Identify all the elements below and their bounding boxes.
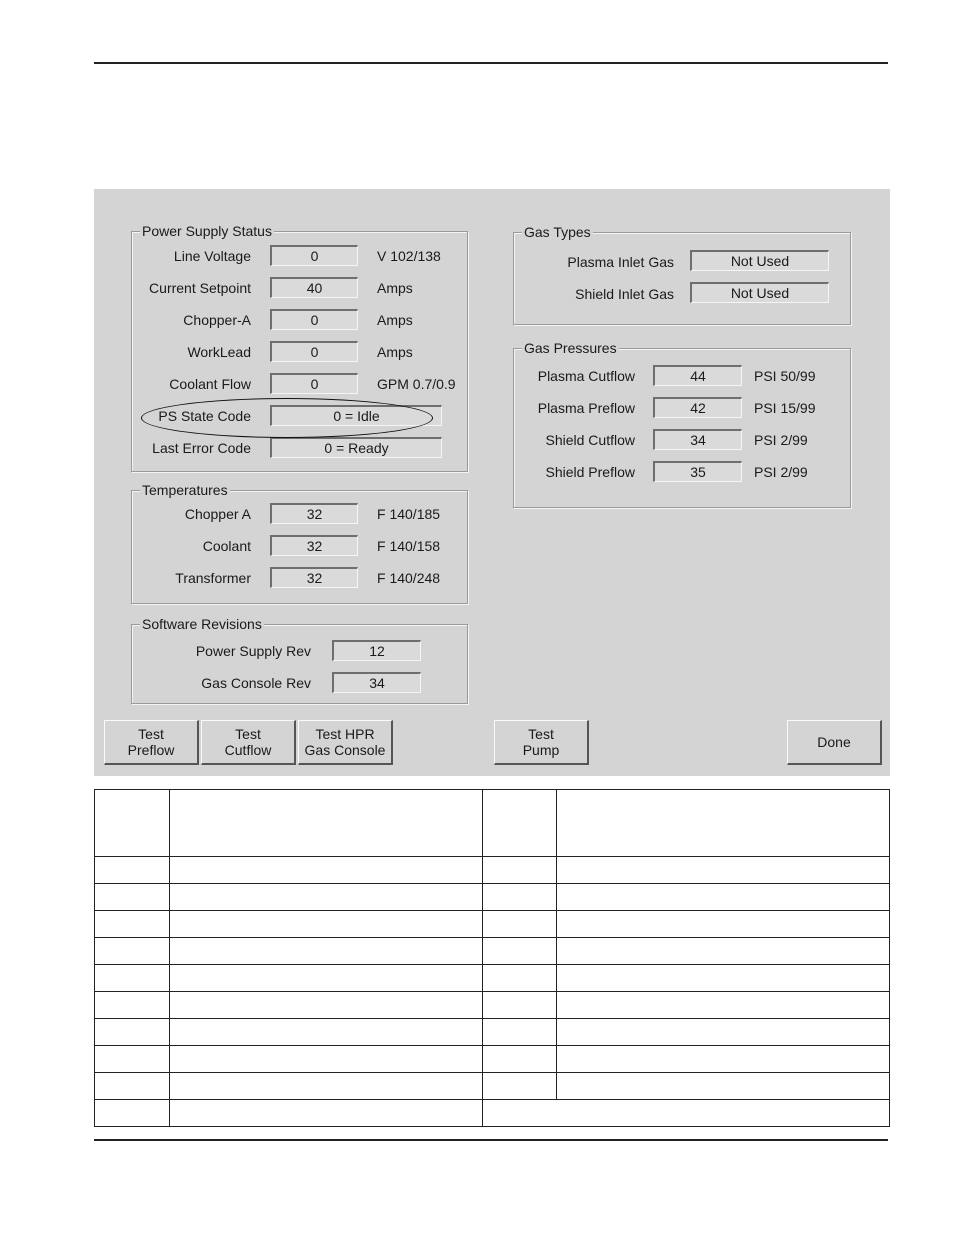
group-title: Software Revisions — [142, 616, 262, 632]
plasma-preflow-label: Plasma Preflow — [537, 400, 635, 416]
table-cell — [482, 938, 557, 965]
plasma-preflow-value: 42 — [653, 397, 742, 418]
temp-coolant-value: 32 — [270, 535, 358, 556]
plasma-cutflow-value: 44 — [653, 365, 742, 386]
table-cell — [557, 965, 890, 992]
shield-preflow-value: 35 — [653, 461, 742, 482]
header-rule — [94, 62, 888, 64]
current-setpoint-label: Current Setpoint — [149, 280, 251, 296]
table-cell — [95, 884, 170, 911]
table-cell — [95, 1073, 170, 1100]
table-row — [95, 1046, 890, 1073]
button-label-line: Test HPR — [315, 726, 375, 742]
table-cell — [95, 790, 170, 857]
table-cell — [95, 938, 170, 965]
chopper-a-value: 0 — [270, 309, 358, 330]
table-cell — [557, 1046, 890, 1073]
plasma-cutflow-label: Plasma Cutflow — [537, 368, 635, 384]
test-hpr-gas-console-button[interactable] — [298, 720, 393, 765]
power-supply-rev-value: 12 — [332, 640, 421, 661]
shield-cutflow-unit: PSI 2/99 — [754, 432, 808, 448]
table-cell — [95, 857, 170, 884]
shield-preflow-label: Shield Preflow — [545, 464, 635, 480]
group-title: Power Supply Status — [142, 223, 272, 239]
ps-state-code-value: 0 = Idle — [270, 405, 442, 426]
table-cell — [95, 1019, 170, 1046]
table-row — [95, 965, 890, 992]
table-row — [95, 938, 890, 965]
table-cell — [557, 884, 890, 911]
shield-preflow-unit: PSI 2/99 — [754, 464, 808, 480]
table-cell — [169, 938, 482, 965]
test-pump-button[interactable] — [494, 720, 589, 765]
group-title: Gas Pressures — [524, 340, 617, 356]
table-cell — [482, 857, 557, 884]
reference-table — [94, 789, 890, 1127]
button-label-line: Pump — [522, 742, 560, 758]
table-cell — [169, 1073, 482, 1100]
test-cutflow-button[interactable] — [201, 720, 296, 765]
table-cell — [169, 965, 482, 992]
table-row — [95, 857, 890, 884]
table-cell — [557, 857, 890, 884]
table-cell — [557, 992, 890, 1019]
table-row — [95, 1019, 890, 1046]
table-header-row — [95, 790, 890, 857]
table-cell — [95, 911, 170, 938]
button-label-line: Cutflow — [224, 742, 272, 758]
table-cell — [482, 992, 557, 1019]
temp-transformer-value: 32 — [270, 567, 358, 588]
table-cell — [557, 938, 890, 965]
plasma-preflow-unit: PSI 15/99 — [754, 400, 816, 416]
last-error-code-label: Last Error Code — [152, 440, 251, 456]
group-title: Temperatures — [142, 482, 228, 498]
worklead-label: WorkLead — [187, 344, 251, 360]
button-label-line: Preflow — [127, 742, 175, 758]
current-setpoint-value: 40 — [270, 277, 358, 298]
coolant-flow-label: Coolant Flow — [169, 376, 251, 392]
table-cell — [557, 1073, 890, 1100]
button-label-line: Test — [138, 726, 164, 742]
shield-cutflow-label: Shield Cutflow — [545, 432, 635, 448]
test-preflow-button[interactable] — [104, 720, 199, 765]
table-cell — [482, 1073, 557, 1100]
table-cell — [557, 1019, 890, 1046]
group-title: Gas Types — [524, 224, 591, 240]
table-cell — [169, 911, 482, 938]
temp-coolant-unit: F 140/158 — [377, 538, 441, 554]
coolant-flow-unit: GPM 0.7/0.9 — [377, 376, 456, 392]
table-row — [95, 992, 890, 1019]
temp-chopper-a-unit: F 140/185 — [377, 506, 441, 522]
table-cell — [95, 965, 170, 992]
table-cell — [482, 911, 557, 938]
table-cell — [95, 1100, 170, 1127]
table-row — [95, 911, 890, 938]
line-voltage-unit: V 102/138 — [377, 248, 441, 264]
table-row — [95, 1073, 890, 1100]
plasma-cutflow-unit: PSI 50/99 — [754, 368, 816, 384]
table-cell — [169, 790, 482, 857]
diagnostics-dialog — [94, 189, 890, 776]
table-cell — [557, 911, 890, 938]
table-cell — [482, 1100, 890, 1127]
button-label-line: Gas Console — [304, 742, 386, 758]
temp-chopper-a-value: 32 — [270, 503, 358, 524]
table-cell — [482, 1046, 557, 1073]
table-cell — [482, 965, 557, 992]
coolant-flow-value: 0 — [270, 373, 358, 394]
highlight-oval — [141, 398, 433, 438]
ps-state-code-label: PS State Code — [158, 408, 251, 424]
table-cell — [169, 1046, 482, 1073]
table-cell — [95, 1046, 170, 1073]
line-voltage-value: 0 — [270, 245, 358, 266]
gas-console-rev-value: 34 — [332, 672, 421, 693]
table-cell — [557, 790, 890, 857]
footer-rule — [94, 1139, 888, 1141]
temp-chopper-a-label: Chopper A — [184, 506, 251, 522]
shield-inlet-gas-value: Not Used — [690, 282, 829, 303]
button-label-line: Test — [235, 726, 261, 742]
table-cell — [169, 1019, 482, 1046]
table-cell — [169, 1100, 482, 1127]
shield-cutflow-value: 34 — [653, 429, 742, 450]
current-setpoint-unit: Amps — [377, 280, 413, 296]
table-cell — [482, 790, 557, 857]
table-cell — [95, 992, 170, 1019]
table-row — [95, 884, 890, 911]
table-cell — [169, 992, 482, 1019]
chopper-a-label: Chopper-A — [183, 312, 251, 328]
chopper-a-unit: Amps — [377, 312, 413, 328]
button-label-line: Test — [528, 726, 554, 742]
table-cell — [169, 884, 482, 911]
temp-transformer-label: Transformer — [175, 570, 251, 586]
done-button[interactable]: Done — [787, 720, 882, 765]
table-row — [95, 1100, 890, 1127]
worklead-unit: Amps — [377, 344, 413, 360]
gas-types-group — [513, 224, 851, 325]
worklead-value: 0 — [270, 341, 358, 362]
plasma-inlet-gas-label: Plasma Inlet Gas — [567, 254, 674, 270]
plasma-inlet-gas-value: Not Used — [690, 250, 829, 271]
power-supply-rev-label: Power Supply Rev — [195, 643, 311, 659]
last-error-code-value: 0 = Ready — [270, 437, 442, 458]
gas-console-rev-label: Gas Console Rev — [201, 675, 311, 691]
table-cell — [482, 884, 557, 911]
temp-transformer-unit: F 140/248 — [377, 570, 441, 586]
line-voltage-label: Line Voltage — [173, 248, 251, 264]
table-cell — [169, 857, 482, 884]
shield-inlet-gas-label: Shield Inlet Gas — [575, 286, 674, 302]
temp-coolant-label: Coolant — [202, 538, 251, 554]
table-cell — [482, 1019, 557, 1046]
